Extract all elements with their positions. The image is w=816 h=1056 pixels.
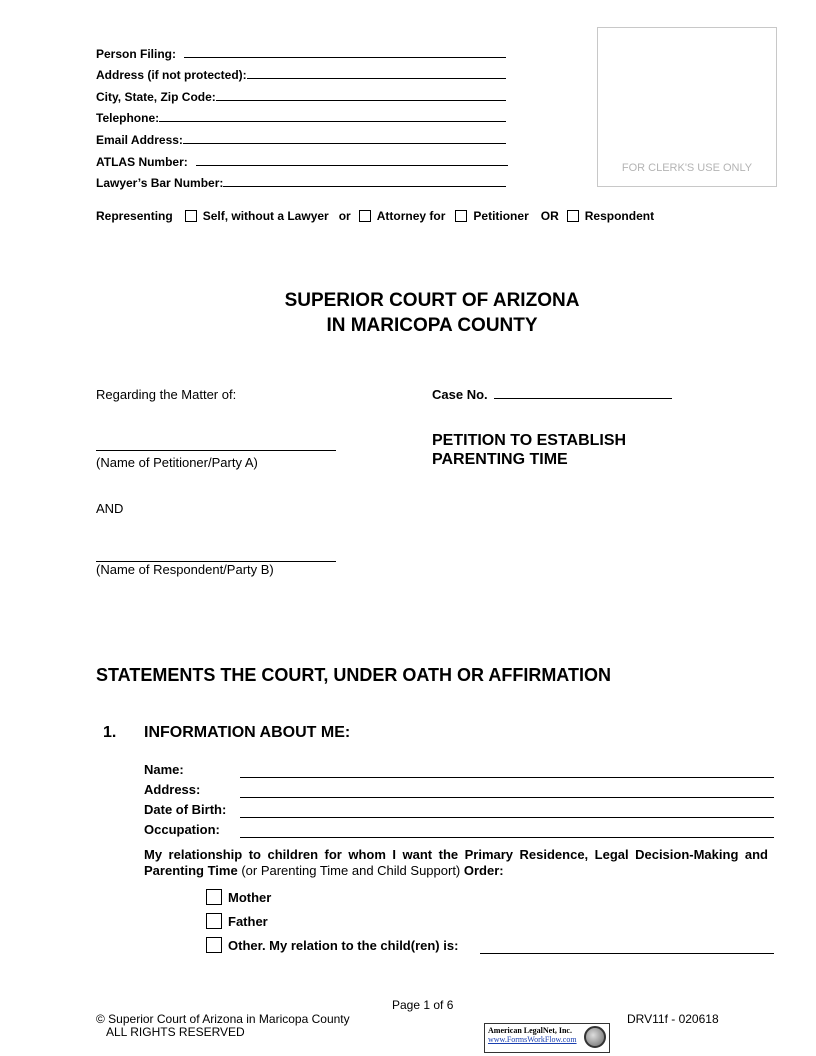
relationship-normal: (or Parenting Time and Child Support) bbox=[241, 863, 461, 878]
respondent-label: Respondent bbox=[584, 209, 655, 223]
person-filing-label: Person Filing: bbox=[96, 47, 177, 61]
option-other bbox=[206, 937, 458, 953]
attorney-label: Attorney for bbox=[376, 209, 446, 223]
or-text: or bbox=[338, 209, 351, 223]
dob-input[interactable] bbox=[240, 817, 774, 818]
address-row bbox=[96, 68, 506, 82]
page-number: Page 1 of 6 bbox=[392, 998, 454, 1012]
matter-label: Regarding the Matter of: bbox=[96, 387, 237, 402]
my-address-label: Address: bbox=[144, 782, 201, 797]
court-title-line1: SUPERIOR COURT OF ARIZONA bbox=[284, 290, 580, 311]
doc-title-line1: PETITION TO ESTABLISH bbox=[432, 432, 627, 449]
city-input[interactable] bbox=[216, 100, 506, 101]
name-label: Name: bbox=[144, 762, 184, 777]
court-title-line2: IN MARICOPA COUNTY bbox=[326, 315, 538, 336]
section1-number: 1. bbox=[103, 724, 117, 741]
atlas-row bbox=[96, 155, 508, 169]
address-label: Address (if not protected): bbox=[96, 68, 247, 82]
city-row bbox=[96, 90, 506, 104]
dob-label: Date of Birth: bbox=[144, 802, 227, 817]
relationship-bold: My relationship to children for whom I want the Primary Residence, Legal Decision-Making and Parenting Time bbox=[144, 847, 768, 878]
telephone-label: Telephone: bbox=[96, 111, 160, 125]
email-row bbox=[96, 133, 506, 147]
representing-label: Representing bbox=[96, 209, 173, 223]
and-text: AND bbox=[96, 501, 124, 516]
telephone-input[interactable] bbox=[159, 121, 506, 122]
or-upper-text: OR bbox=[540, 209, 559, 223]
logo-line2[interactable]: www.FormsWorkFlow.com bbox=[488, 1035, 577, 1044]
option-mother bbox=[206, 889, 271, 905]
section1-title: INFORMATION ABOUT ME: bbox=[144, 724, 351, 741]
representing-row bbox=[96, 209, 660, 223]
party-b-label: (Name of Respondent/Party B) bbox=[96, 562, 274, 577]
city-label: City, State, Zip Code: bbox=[96, 90, 216, 104]
other-label: Other. My relation to the child(ren) is: bbox=[228, 937, 459, 953]
person-filing-row bbox=[96, 47, 506, 61]
email-input[interactable] bbox=[183, 143, 506, 144]
occupation-input[interactable] bbox=[240, 837, 774, 838]
mother-checkbox[interactable] bbox=[206, 889, 222, 905]
party-a-label: (Name of Petitioner/Party A) bbox=[96, 455, 258, 470]
mother-label: Mother bbox=[228, 889, 272, 905]
relationship-end: Order: bbox=[463, 863, 504, 878]
bar-number-input[interactable] bbox=[223, 186, 506, 187]
other-checkbox[interactable] bbox=[206, 937, 222, 953]
person-filing-input[interactable] bbox=[184, 57, 506, 58]
case-no-input[interactable] bbox=[494, 398, 672, 399]
occupation-label: Occupation: bbox=[144, 822, 220, 837]
attorney-checkbox[interactable] bbox=[359, 210, 371, 222]
petitioner-label: Petitioner bbox=[473, 209, 529, 223]
petitioner-checkbox[interactable] bbox=[455, 210, 467, 222]
atlas-label: ATLAS Number: bbox=[96, 155, 188, 169]
respondent-checkbox[interactable] bbox=[567, 210, 579, 222]
case-no-label: Case No. bbox=[432, 387, 488, 402]
party-a-input[interactable] bbox=[96, 450, 336, 451]
bar-number-label: Lawyer’s Bar Number: bbox=[96, 176, 224, 190]
relationship-paragraph bbox=[144, 847, 768, 879]
statements-heading: STATEMENTS THE COURT, UNDER OATH OR AFFIRMATION bbox=[96, 665, 611, 685]
american-legalnet-logo[interactable] bbox=[484, 1023, 610, 1053]
case-no-row bbox=[432, 387, 672, 402]
copyright: © Superior Court of Arizona in Maricopa County bbox=[96, 1012, 350, 1026]
clerk-use-text: FOR CLERK'S USE ONLY bbox=[621, 162, 753, 174]
self-label: Self, without a Lawyer bbox=[202, 209, 329, 223]
self-checkbox[interactable] bbox=[185, 210, 197, 222]
other-relation-input[interactable] bbox=[480, 953, 774, 954]
doc-title-line2: PARENTING TIME bbox=[432, 451, 568, 468]
clerk-use-box bbox=[597, 27, 777, 187]
father-label: Father bbox=[228, 913, 268, 929]
my-address-input[interactable] bbox=[240, 797, 774, 798]
bar-number-row bbox=[96, 176, 506, 190]
option-father bbox=[206, 913, 268, 929]
name-input[interactable] bbox=[240, 777, 774, 778]
email-label: Email Address: bbox=[96, 133, 183, 147]
father-checkbox[interactable] bbox=[206, 913, 222, 929]
globe-icon bbox=[584, 1026, 606, 1048]
address-input[interactable] bbox=[247, 78, 506, 79]
telephone-row bbox=[96, 111, 506, 125]
logo-line1: American LegalNet, Inc. bbox=[488, 1026, 572, 1035]
atlas-input[interactable] bbox=[196, 165, 508, 166]
form-code: DRV11f - 020618 bbox=[627, 1012, 719, 1026]
rights-reserved: ALL RIGHTS RESERVED bbox=[106, 1025, 245, 1039]
